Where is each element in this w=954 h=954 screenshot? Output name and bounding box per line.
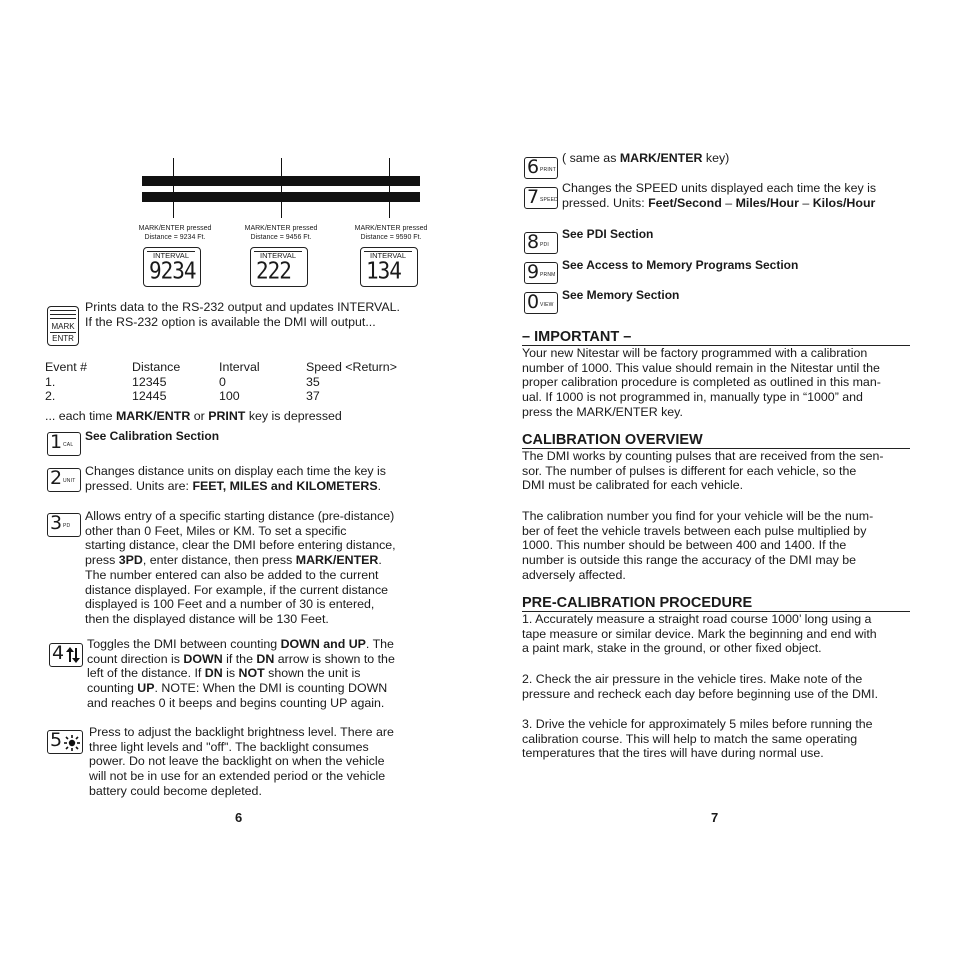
table-cell: 12345 [132,374,167,389]
table-header-row [45,360,426,375]
key-number: 2 [50,467,63,489]
key-6-print[interactable] [524,157,558,179]
key-sublabel: PRINT [540,167,556,173]
calibration-overview-p2: The calibration number you find for your vehicle will be the num- ber of feet the vehicle travels between each pulse multiplied by 1000. This number should be between 400 and 1400. If the number is outside this range the accuracy of the DMI may be adversely affected. [522,509,874,582]
key-2-description: Changes distance units on display each time the key is pressed. Units are: FEET, MILES and KILOMETERS. [85,464,386,493]
key-9-description: See Access to Memory Programs Section [562,258,799,272]
key-number: 6 [527,156,540,178]
key-4-direction[interactable] [49,643,83,667]
key-5-backlight[interactable] [47,730,83,754]
mark-key-label-top: MARK [51,322,75,331]
pre-calibration-step-2: 2. Check the air pressure in the vehicle tires. Make note of the pressure and recheck each day before beginning use of the DMI. [522,672,879,701]
table-cell: 0 [219,374,226,389]
key-number: 8 [527,231,540,253]
key-number: 0 [527,291,540,313]
mark-line-3 [389,158,390,218]
key-5-description: Press to adjust the backlight brightness level. There are three light levels and "off". The backlight consumes power. Do not leave the backlight on when the vehicle will not be in use for an extended period or the vehicle battery could become depleted. [89,725,394,798]
calibration-overview-heading: CALIBRATION OVERVIEW [522,432,910,449]
key-number: 3 [50,512,63,534]
table-row [45,375,426,390]
key-sublabel: VIEW [540,302,554,308]
important-text: Your new Nitestar will be factory programmed with a calibration number of 1000. This value should remain in the Nitestar until the proper calibration procedure is completed as outlined in this man- ual. If 1000 is not programmed in, manually type in “1000” and press the MARK/ENTER key. [522,346,881,419]
key-8-pdi[interactable] [524,232,558,254]
table-cell: 1. [45,374,56,389]
column-header: Event # [45,360,88,374]
mark-line-1 [173,158,174,218]
interval-display-2: INTERVAL 222 [250,247,308,287]
key-0-view[interactable] [524,292,558,314]
key-number: 1 [50,431,63,453]
table-cell: 37 [306,389,320,404]
key-sublabel: PRNM [540,272,556,278]
pre-calibration-step-1: 1. Accurately measure a straight road course 1000’ long using a tape measure or similar device. Mark the beginning and end with a paint mark, stake in the ground, or other fixed object. [522,612,877,656]
calibration-overview-p1: The DMI works by counting pulses that are received from the sen- sor. The number of pulses is different for each vehicle, so the DMI must be calibrated for each vehicle. [522,449,884,493]
key-sublabel: SPEED [540,197,558,203]
key-3-description: Allows entry of a specific starting distance (pre-distance) other than 0 Feet, Miles or KM. To set a specific starting distance, clear the DMI before entering distance, press 3PD, enter distance, then press MARK/ENTER. The number entered can also be added to the current distance displayed. For example, if the current distance displayed is 100 Feet and a number of 30 is entered, then the displayed distance will be 130 Feet. [85,509,396,626]
sun-brightness-icon [64,735,80,751]
table-row [45,389,426,404]
key-0-description: See Memory Section [562,288,680,302]
key-sublabel: PD [63,523,71,529]
mark-caption-3: MARK/ENTER pressed Distance = 9590 Ft. [354,225,428,241]
table-cell: 12445 [132,389,167,404]
key-1-cal[interactable] [47,432,81,456]
mark-entr-key[interactable] [47,306,79,346]
interval-display-3: INTERVAL 134 [360,247,418,287]
key-6-description: ( same as MARK/ENTER key) [562,151,730,165]
key-1-description: See Calibration Section [85,429,220,443]
key-7-description: Changes the SPEED units displayed each time the key is pressed. Units: Feet/Second – Miles/Hour – Kilos/Hour [562,181,877,210]
table-cell: 100 [219,389,240,404]
interval-display-1: INTERVAL 9234 [143,247,201,287]
mark-description: Prints data to the RS-232 output and updates INTERVAL. If the RS-232 option is available the DMI will output... [85,300,401,329]
key-3-pd[interactable] [47,513,81,537]
key-8-description: See PDI Section [562,227,654,241]
mark-caption-2: MARK/ENTER pressed Distance = 9456 Ft. [244,225,318,241]
rs232-output-table [45,360,426,404]
key-number: 9 [527,261,540,283]
page-number-left: 6 [235,810,243,825]
pre-calibration-heading: PRE-CALIBRATION PROCEDURE [522,595,910,612]
each-time-note: ... each time MARK/ENTR or PRINT key is depressed [45,409,342,423]
column-header: Distance [132,360,181,374]
page-number-right: 7 [711,810,719,825]
key-2-unit[interactable] [47,468,81,492]
table-cell: 35 [306,374,320,389]
mark-line-2 [281,158,282,218]
key-9-prnm[interactable] [524,262,558,284]
key-4-description: Toggles the DMI between counting DOWN and UP. The count direction is DOWN if the DN arrow is shown to the left of the distance. If DN is NOT shown the unit is counting UP. NOTE: When the DMI is counting DOWN and reaches 0 it beeps and begins counting UP again. [87,637,395,710]
key-number: 4 [52,642,65,664]
table-cell: 2. [45,389,56,404]
key-sublabel: UNIT [63,478,76,484]
key-number: 7 [527,186,540,208]
key-sublabel: CAL [63,442,74,448]
key-number: 5 [50,729,63,751]
mark-key-label-bottom: ENTR [52,334,74,343]
up-down-arrows-icon [66,647,80,663]
key-sublabel: PDI [540,242,549,248]
pre-calibration-step-3: 3. Drive the vehicle for approximately 5 miles before running the calibration course. This will help to match the same operating temperatures that the tires will have during normal use. [522,717,873,761]
column-header: Speed <Return> [306,360,397,374]
key-7-speed[interactable] [524,187,558,209]
column-header: Interval [219,360,260,374]
important-heading: – IMPORTANT – [522,329,910,346]
mark-caption-1: MARK/ENTER pressed Distance = 9234 Ft. [138,225,212,241]
